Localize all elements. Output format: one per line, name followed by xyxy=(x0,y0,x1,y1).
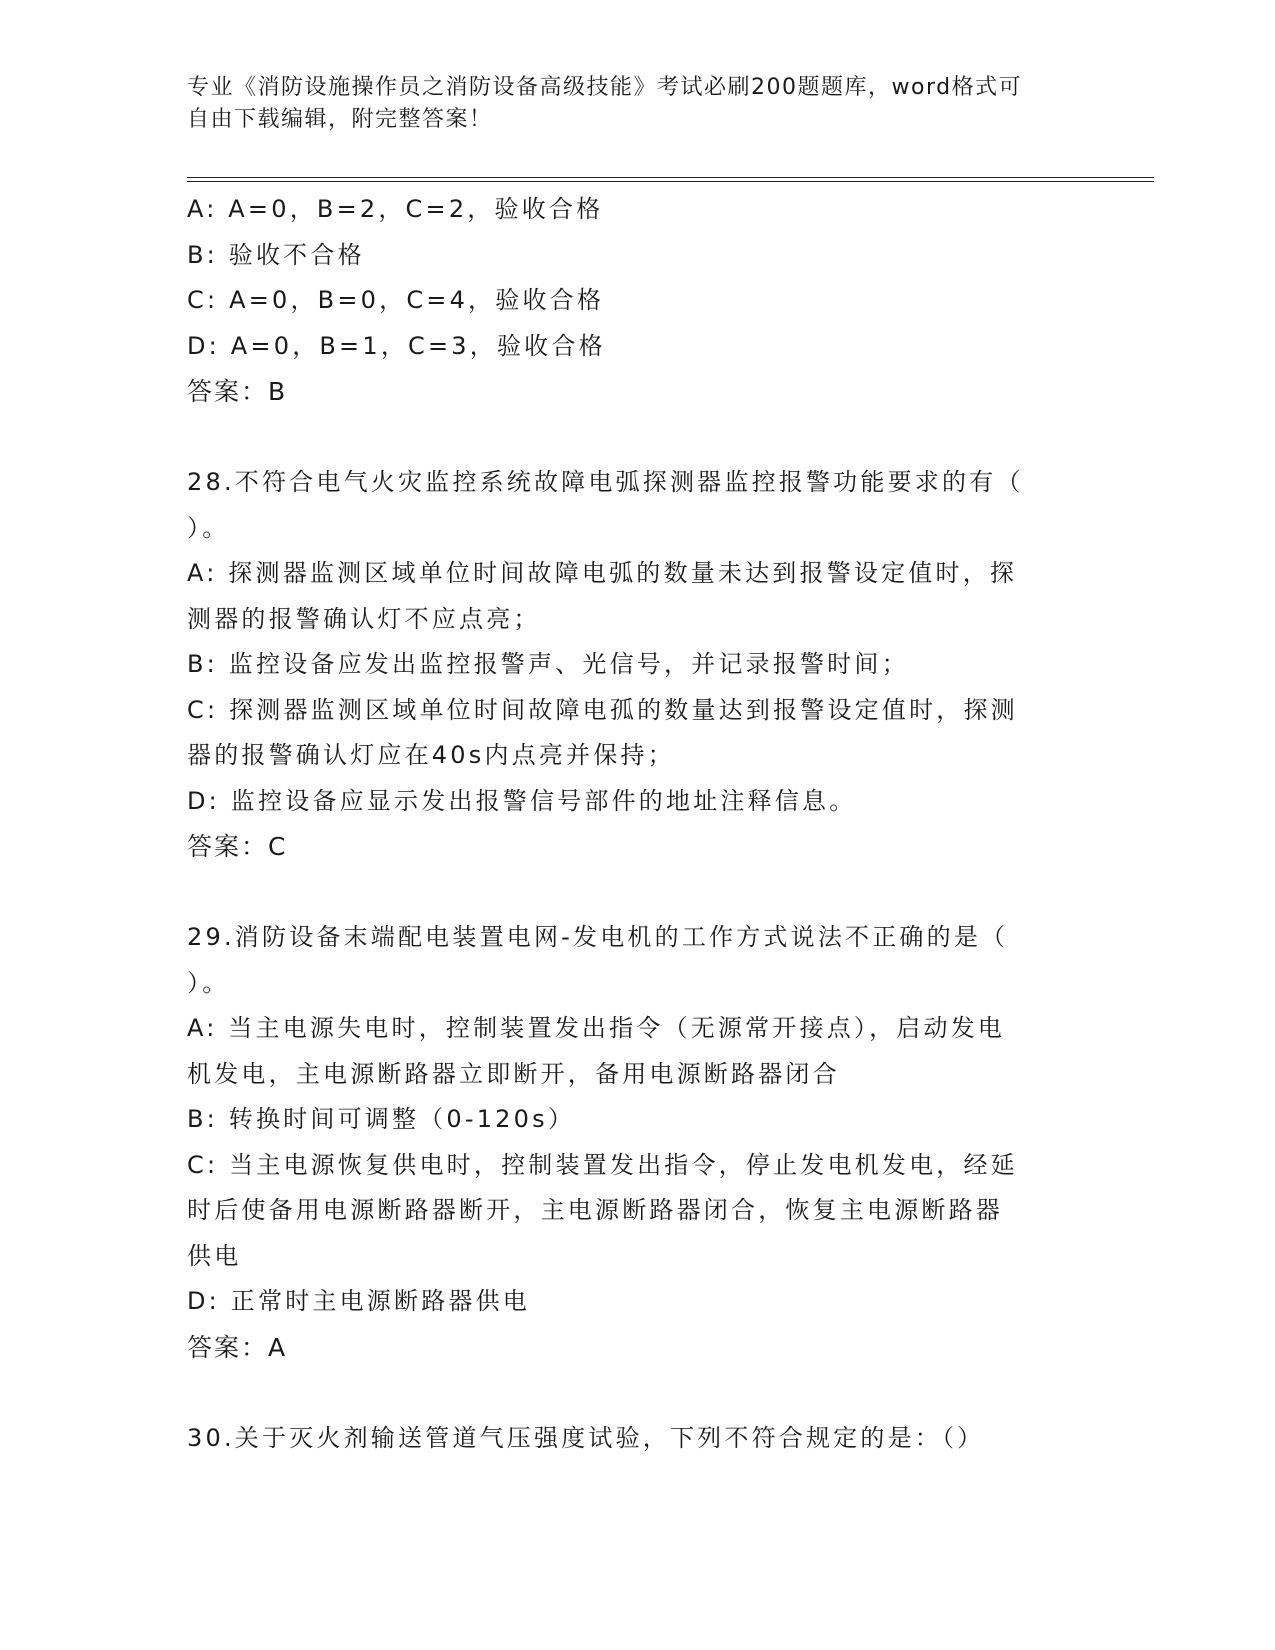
question-30 xyxy=(187,1416,1087,1462)
answer-29: 答案：A xyxy=(187,1332,288,1362)
question-stem: 30.关于灭火剂输送管道气压强度试验，下列不符合规定的是：（） xyxy=(187,1423,985,1452)
option-d: D: A=0，B=1，C=3，验收合格 xyxy=(187,331,606,360)
option-c-cont-2: 供电 xyxy=(187,1241,242,1270)
question-28 xyxy=(187,460,1087,870)
option-c-cont: 器的报警确认灯应在40s内点亮并保持； xyxy=(187,741,675,769)
question-content xyxy=(187,187,1087,1461)
option-c: C: A=0，B=0，C=4，验收合格 xyxy=(187,286,605,314)
header-divider-bottom xyxy=(187,181,1154,182)
option-b: B: 监控设备应发出监控报警声、光信号，并记录报警时间； xyxy=(187,650,909,678)
option-a: A: 探测器监测区域单位时间故障电弧的数量未达到报警设定值时，探 xyxy=(187,559,1018,587)
option-c-cont: 时后使备用电源断路器断开，主电源断路器闭合，恢复主电源断路器 xyxy=(187,1196,1003,1224)
header-line-2: 自由下载编辑，附完整答案！ xyxy=(187,107,493,132)
header-divider-top xyxy=(187,177,1154,178)
answer-28: 答案：C xyxy=(187,832,288,861)
question-stem-cont: ）。 xyxy=(187,513,230,542)
document-header xyxy=(187,72,1087,136)
option-a: A: 当主电源失电时，控制装置发出指令（无源常开接点），启动发电 xyxy=(187,1014,1006,1042)
header-line-1: 专业《消防设施操作员之消防设备高级技能》考试必刷200题题库，word格式可 xyxy=(187,75,1023,100)
question-stem-cont: ）。 xyxy=(187,968,230,997)
option-d: D: 监控设备应显示发出报警信号部件的地址注释信息。 xyxy=(187,786,857,815)
answer-27: 答案：B xyxy=(187,377,288,406)
question-stem: 29.消防设备末端配电装置电网-发电机的工作方式说法不正确的是（ xyxy=(187,923,1009,951)
option-b: B: 验收不合格 xyxy=(187,240,365,269)
option-c: C: 当主电源恢复供电时，控制装置发出指令，停止发电机发电，经延 xyxy=(187,1150,1018,1179)
option-d: D: 正常时主电源断路器供电 xyxy=(187,1287,530,1315)
question-stem: 28.不符合电气火灾监控系统故障电弧探测器监控报警功能要求的有（ xyxy=(187,468,1024,496)
option-b: B: 转换时间可调整（0-120s） xyxy=(187,1105,576,1133)
question-29 xyxy=(187,915,1087,1370)
option-a-cont: 测器的报警确认灯不应点亮； xyxy=(187,604,541,633)
option-c: C: 探测器监测区域单位时间故障电孤的数量达到报警设定值时，探测 xyxy=(187,695,1018,724)
option-a: A: A=0，B=2，C=2，验收合格 xyxy=(187,195,604,223)
option-a-cont: 机发电，主电源断路器立即断开，备用电源断路器闭合 xyxy=(187,1059,840,1088)
question-27 xyxy=(187,187,1087,415)
